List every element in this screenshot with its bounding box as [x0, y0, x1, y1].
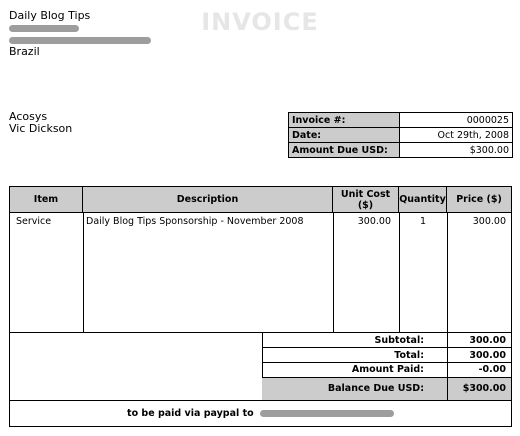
sender-street-redacted — [9, 22, 151, 34]
line-items-table — [9, 186, 512, 427]
invoice-title: INVOICE — [201, 8, 319, 36]
subtotal-value: 300.00 — [469, 335, 506, 346]
sender-country: Brazil — [9, 45, 40, 58]
payment-note — [10, 408, 511, 419]
amount-due-value: $300.00 — [400, 143, 513, 158]
amount-due-label: Amount Due USD: — [289, 143, 400, 158]
invoice-number-row — [289, 113, 513, 128]
row-description: Daily Blog Tips Sponsorship - November 2008 — [86, 216, 304, 227]
invoice-date-label: Date: — [289, 128, 400, 143]
row-price: 300.00 — [472, 216, 506, 227]
header-item: Item — [10, 187, 83, 213]
column-divider — [399, 213, 400, 332]
invoice-number-value: 0000025 — [400, 113, 513, 128]
balance-due-value: $300.00 — [462, 383, 506, 394]
header-quantity: Quantity — [399, 187, 447, 213]
paypal-email-redacted — [260, 410, 394, 417]
payment-top-border — [10, 400, 511, 401]
amount-due-row — [289, 143, 513, 158]
amount-paid-label: Amount Paid: — [351, 364, 424, 375]
sender-address — [9, 10, 151, 58]
header-unit-cost: Unit Cost ($) — [333, 187, 399, 213]
subtotal-label: Subtotal: — [374, 335, 424, 346]
row-quantity: 1 — [419, 216, 427, 227]
row-item: Service — [16, 216, 52, 227]
total-value: 300.00 — [469, 350, 506, 361]
recipient-address — [9, 111, 72, 135]
header-price: Price ($) — [447, 187, 511, 213]
invoice-meta-table — [288, 112, 513, 158]
totals-divider — [262, 362, 511, 363]
totals-top-border — [10, 332, 511, 333]
sender-company: Daily Blog Tips — [9, 9, 91, 22]
invoice-date-row — [289, 128, 513, 143]
totals-divider — [262, 347, 511, 348]
payment-note-text: to be paid via paypal to — [127, 408, 254, 419]
column-divider — [83, 213, 84, 332]
amount-paid-value: -0.00 — [478, 364, 506, 375]
recipient-contact: Vic Dickson — [9, 122, 73, 135]
total-label: Total: — [394, 350, 424, 361]
row-unit-cost: 300.00 — [357, 216, 391, 227]
recipient-company: Acosys — [9, 110, 48, 123]
invoice-number-label: Invoice #: — [289, 113, 400, 128]
invoice-date-value: Oct 29th, 2008 — [400, 128, 513, 143]
balance-due-label: Balance Due USD: — [327, 383, 424, 394]
column-divider — [333, 213, 334, 332]
header-description: Description — [83, 187, 333, 213]
